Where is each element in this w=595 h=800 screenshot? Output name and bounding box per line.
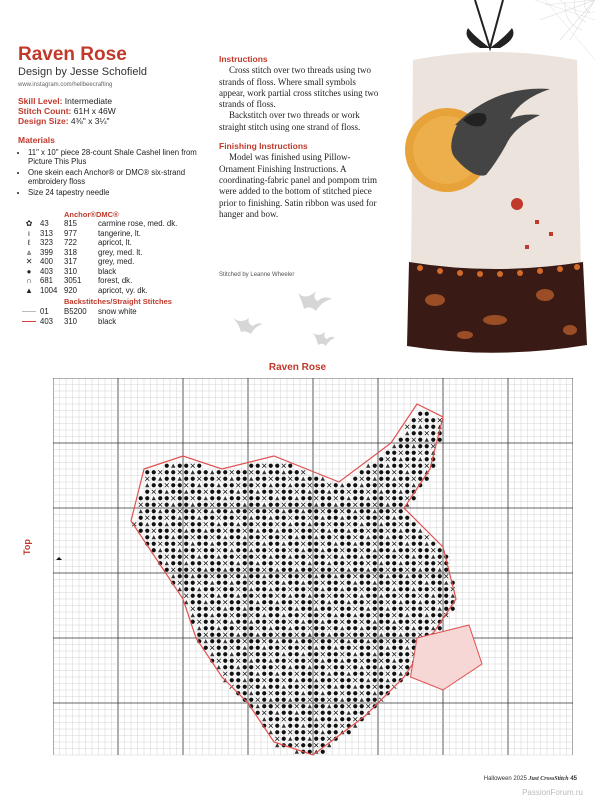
floss-row: [18, 276, 213, 286]
anchor-number: 01: [40, 307, 49, 316]
count-label: Stitch Count:: [18, 106, 72, 116]
floss-row: [18, 248, 213, 258]
anchor-number: 43: [40, 219, 49, 228]
floss-color-name: apricot, lt.: [98, 238, 132, 247]
floss-symbol: ı: [27, 228, 31, 238]
instruction-paragraph: Cross stitch over two threads using two strands of floss. Where small symbols appear, work partial cross stitches using two strands of floss.: [219, 65, 379, 110]
anchor-number: 403: [40, 266, 54, 276]
bat-illustrations: [228, 288, 368, 353]
floss-color-name: grey, med.: [98, 257, 135, 266]
floss-key: [18, 210, 213, 326]
finished-ornament-photo: [385, 0, 595, 362]
page-footer: [484, 776, 577, 782]
anchor-number: 313: [40, 228, 54, 238]
floss-symbol: ⩓: [26, 247, 32, 257]
floss-color-name: carmine rose, med. dk.: [98, 219, 178, 228]
chart-title: Raven Rose: [268, 362, 327, 373]
backstitch-row: [18, 317, 213, 327]
floss-key-header: [64, 210, 213, 219]
dmc-number: 318: [64, 247, 78, 257]
anchor-number: 681: [40, 276, 54, 285]
materials-heading: Materials: [18, 135, 55, 145]
finishing-paragraph: Model was finished using Pillow-Ornament Finishing Instructions. A coordinating-fabric panel and pompom trim were added to the bottom of stitched piece prior to finishing. Satin ribbon was used for hanger and bow.: [219, 152, 377, 219]
list-item: • One skein each Anchor® or DMC® six-strand embroidery floss: [28, 168, 208, 187]
dmc-number: 815: [64, 219, 78, 228]
pattern-title: Raven Rose: [18, 44, 127, 65]
dmc-number: B5200: [64, 307, 87, 316]
instructions-heading: Instructions: [219, 54, 268, 64]
list-item: • Size 24 tapestry needle: [28, 188, 208, 198]
dmc-number: 310: [64, 316, 78, 326]
floss-row: [18, 229, 213, 239]
backstitch-line-swatch: [22, 311, 36, 312]
anchor-number: 400: [40, 257, 54, 266]
floss-color-name: apricot, vy. dk.: [98, 285, 148, 295]
floss-row: [18, 238, 213, 248]
anchor-number: 323: [40, 238, 54, 247]
anchor-number: 399: [40, 247, 54, 257]
page-number: 45: [570, 776, 577, 782]
materials-section: [18, 136, 208, 198]
anchor-number: 1004: [40, 285, 58, 295]
issue-name: Halloween 2025: [483, 776, 527, 782]
skill-value: Intermediate: [64, 96, 113, 106]
floss-row: [18, 267, 213, 277]
floss-symbol: ●: [26, 266, 32, 276]
floss-row: [18, 219, 213, 229]
floss-row: [18, 286, 213, 296]
instagram-handle: www.instagram.com/hellbeecrafting: [18, 82, 113, 88]
floss-color-name: forest, dk.: [98, 276, 133, 285]
floss-color-name: tangerine, lt.: [98, 228, 141, 238]
pattern-specs: [18, 96, 116, 126]
designer-byline: Design by Jesse Schofield: [18, 66, 148, 78]
top-orientation-label: Top: [22, 539, 32, 555]
floss-color-name: snow white: [98, 307, 137, 316]
watermark: PassionForum.ru: [522, 788, 583, 797]
size-label: Design Size:: [18, 116, 69, 126]
skill-label: Skill Level:: [18, 96, 63, 106]
dmc-number: 317: [64, 257, 78, 266]
dmc-number: 722: [64, 238, 78, 247]
floss-symbol: ℓ: [27, 238, 31, 247]
count-value: 61H x 46W: [73, 106, 116, 116]
dmc-number: 3051: [64, 276, 82, 285]
materials-list: [18, 148, 208, 198]
floss-color-name: black: [98, 266, 117, 276]
instructions-column: [219, 54, 379, 220]
floss-symbol: ▲: [25, 285, 33, 295]
dmc-number: 977: [64, 228, 78, 238]
stitcher-credit: Stitched by Leanne Wheeler: [219, 272, 295, 278]
dmc-number: 310: [64, 266, 78, 276]
dmc-number: 920: [64, 285, 78, 295]
finishing-heading: Finishing Instructions: [219, 141, 308, 152]
floss-row: [18, 257, 213, 267]
floss-color-name: black: [98, 316, 117, 326]
anchor-header: Anchor®: [64, 210, 96, 219]
size-value: 4⅜" x 3¼": [70, 116, 110, 126]
backstitch-row: [18, 307, 213, 317]
magazine-name: Just CrossStitch: [528, 776, 569, 782]
backstitch-line-swatch: [22, 321, 36, 322]
floss-symbol: ∩: [26, 276, 32, 285]
cross-stitch-chart: [53, 378, 573, 758]
floss-symbol: ✕: [25, 257, 33, 266]
instruction-paragraph: Backstitch over two threads or work straight stitch using one strand of floss.: [219, 110, 361, 132]
backstitch-heading: Backstitches/Straight Stitches: [64, 297, 172, 306]
floss-symbol: ✿: [25, 219, 33, 228]
list-item: • 11" x 10" piece 28-count Shale Cashel linen from Picture This Plus: [28, 148, 208, 167]
dmc-header: DMC®: [96, 210, 119, 219]
anchor-number: 403: [40, 316, 54, 326]
floss-color-name: grey, med. lt.: [98, 247, 143, 257]
